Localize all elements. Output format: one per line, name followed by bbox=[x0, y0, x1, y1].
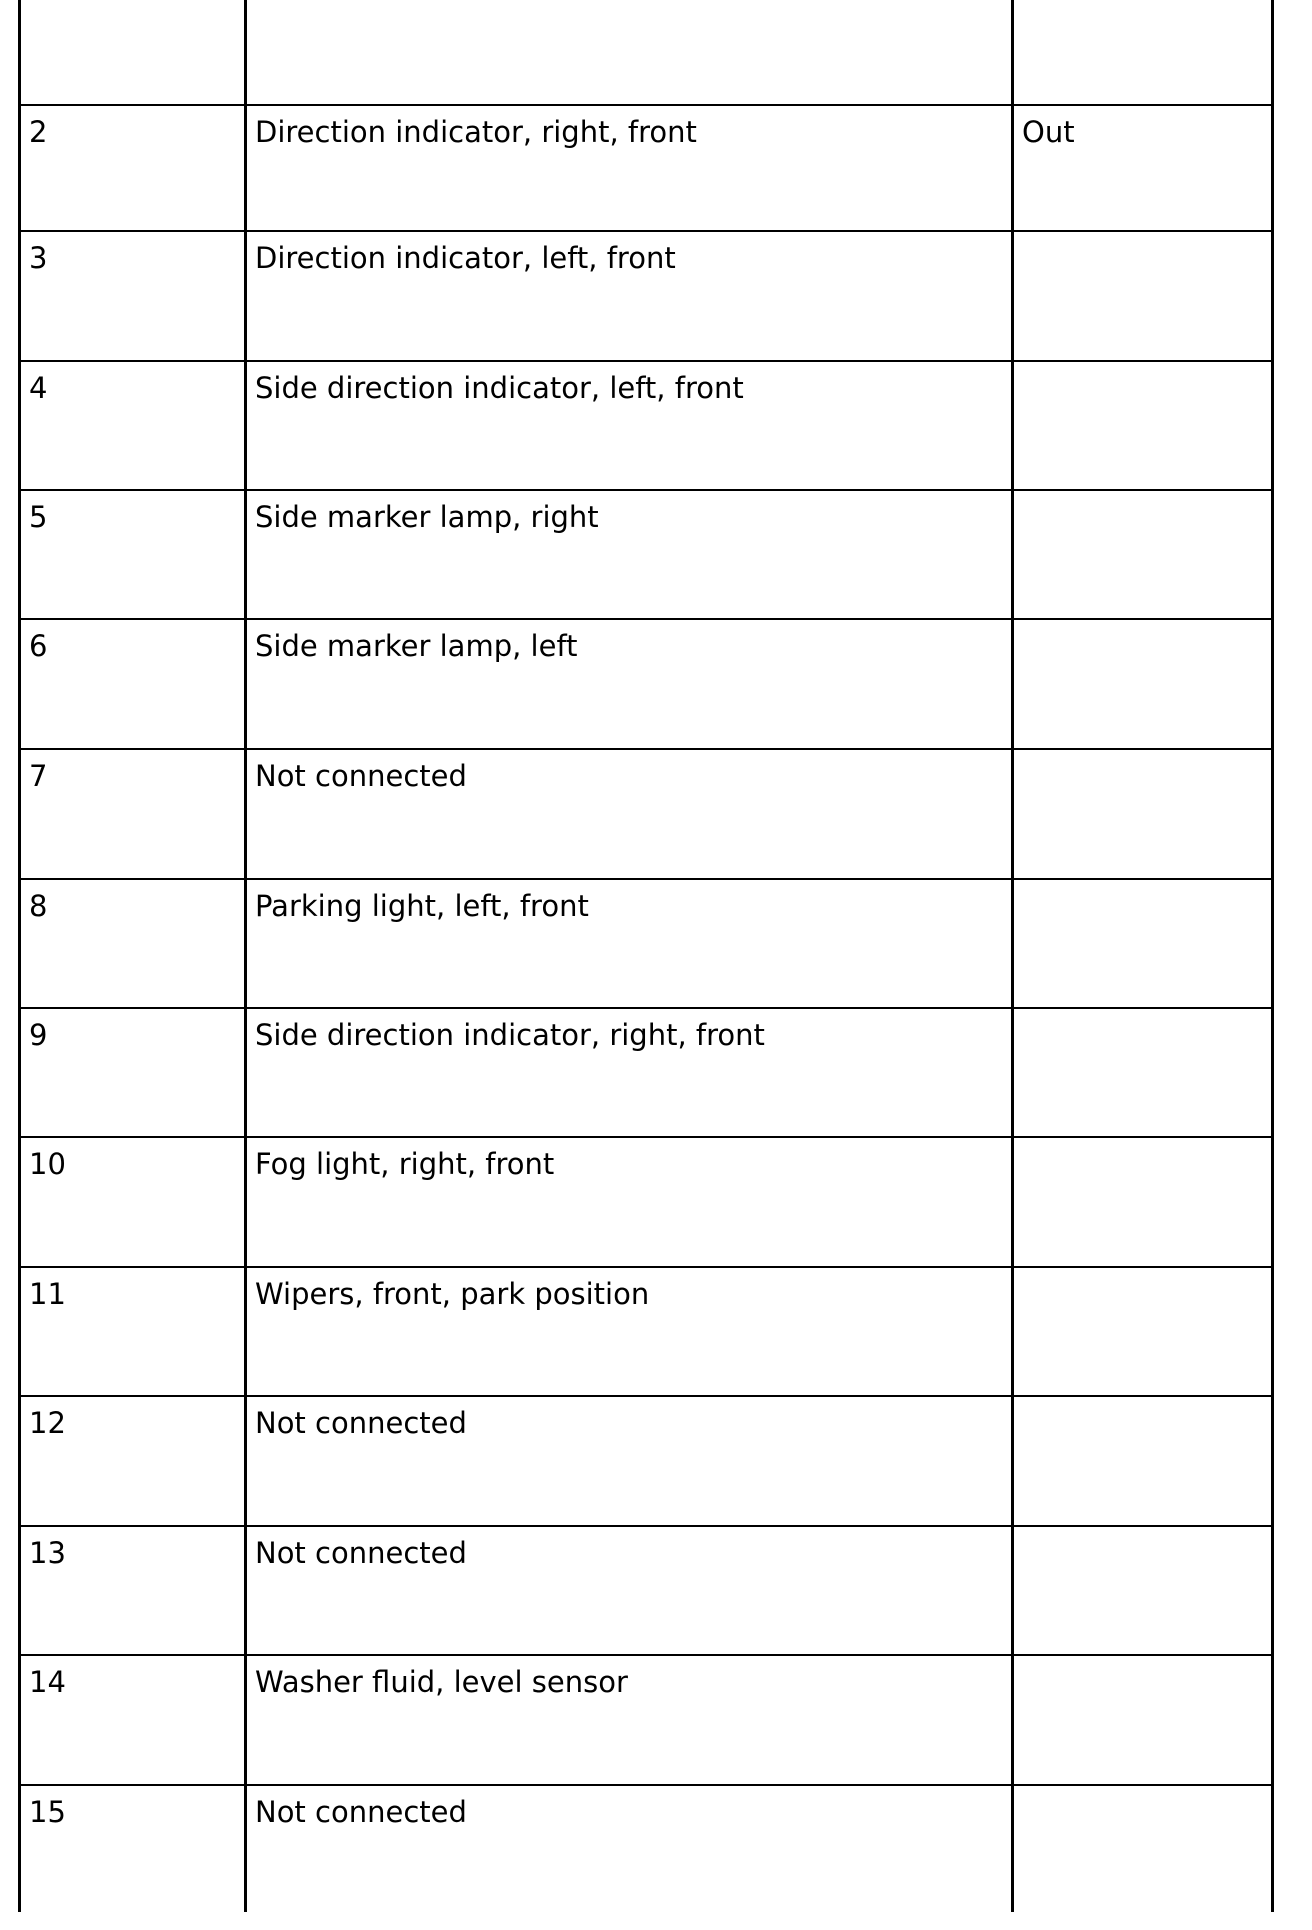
description-cell: Parking light, left, front bbox=[244, 880, 1011, 1007]
table-row bbox=[21, 1009, 1271, 1138]
description-cell: Not connected bbox=[244, 1527, 1011, 1654]
description-cell: Side direction indicator, right, front bbox=[244, 1009, 1011, 1136]
description-cell: Not connected bbox=[244, 1786, 1011, 1912]
table-row bbox=[21, 1527, 1271, 1656]
table-row bbox=[21, 1268, 1271, 1397]
table-row bbox=[21, 232, 1271, 362]
direction-cell bbox=[1011, 1527, 1271, 1654]
direction-cell bbox=[1011, 0, 1271, 104]
pin-cell: 2 bbox=[29, 115, 48, 149]
description-cell: Side direction indicator, left, front bbox=[244, 362, 1011, 489]
direction-cell bbox=[1011, 1268, 1271, 1395]
pin-cell: 3 bbox=[29, 241, 48, 275]
pin-cell: 15 bbox=[29, 1795, 66, 1829]
direction-cell bbox=[1011, 1397, 1271, 1525]
direction-cell bbox=[1011, 620, 1271, 748]
description-cell: Direction indicator, left, front bbox=[244, 232, 1011, 360]
direction-cell bbox=[1011, 880, 1271, 1007]
direction-cell bbox=[1011, 1009, 1271, 1136]
table-row bbox=[21, 1786, 1271, 1912]
pin-cell: 11 bbox=[29, 1277, 66, 1311]
description-cell: Wipers, front, park position bbox=[244, 1268, 1011, 1395]
pin-table bbox=[18, 0, 1274, 1912]
description-cell: Washer fluid, level sensor bbox=[244, 1656, 1011, 1784]
pin-cell: 5 bbox=[29, 500, 48, 534]
pin-cell: 7 bbox=[29, 759, 48, 793]
description-cell: Not connected bbox=[244, 1397, 1011, 1525]
pin-cell: 6 bbox=[29, 629, 48, 663]
pin-cell: 12 bbox=[29, 1406, 66, 1440]
description-cell: Side marker lamp, right bbox=[244, 491, 1011, 618]
table-row bbox=[21, 0, 1271, 106]
table-row bbox=[21, 491, 1271, 620]
pin-cell: 13 bbox=[29, 1536, 66, 1570]
direction-cell bbox=[1011, 1656, 1271, 1784]
table-row bbox=[21, 1397, 1271, 1527]
description-cell: Side marker lamp, left bbox=[244, 620, 1011, 748]
description-cell: Fog light, right, front bbox=[244, 1138, 1011, 1266]
table-row bbox=[21, 106, 1271, 232]
direction-cell bbox=[1011, 1786, 1271, 1912]
table-row bbox=[21, 750, 1271, 880]
table-row bbox=[21, 1656, 1271, 1786]
description-cell: Not connected bbox=[244, 750, 1011, 878]
pin-cell bbox=[21, 0, 244, 104]
description-cell: Direction indicator, right, front bbox=[244, 106, 1011, 230]
pin-cell: 4 bbox=[29, 371, 48, 405]
direction-cell bbox=[1011, 1138, 1271, 1266]
direction-cell bbox=[1011, 362, 1271, 489]
direction-cell: Out bbox=[1011, 106, 1271, 230]
direction-cell bbox=[1011, 232, 1271, 360]
direction-cell bbox=[1011, 750, 1271, 878]
pin-cell: 10 bbox=[29, 1147, 66, 1181]
table-row bbox=[21, 1138, 1271, 1268]
direction-cell bbox=[1011, 491, 1271, 618]
table-row bbox=[21, 620, 1271, 750]
pin-cell: 9 bbox=[29, 1018, 48, 1052]
table-row bbox=[21, 880, 1271, 1009]
pin-cell: 8 bbox=[29, 889, 48, 923]
pin-cell: 14 bbox=[29, 1665, 66, 1699]
table-row bbox=[21, 362, 1271, 491]
description-cell bbox=[244, 0, 1011, 104]
